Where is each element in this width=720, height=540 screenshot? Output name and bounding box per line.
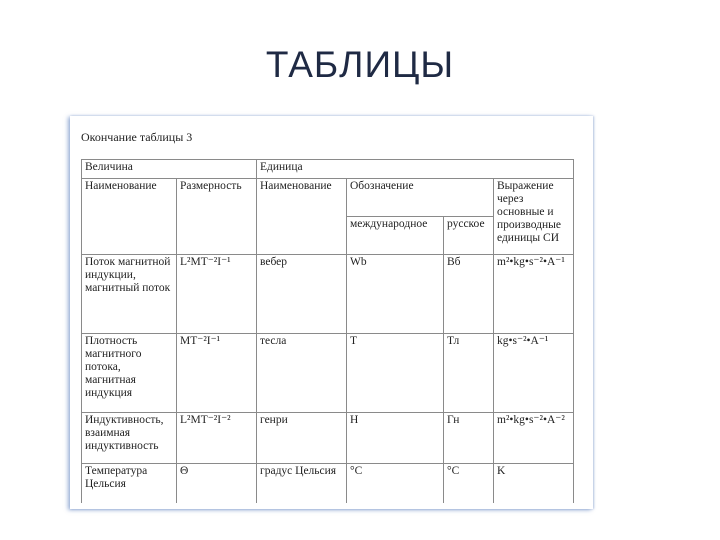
scan-bottom-edge [70,503,593,509]
cell-name: Поток магнитной индукции, магнитный поток [82,255,177,334]
cell-international: Wb [347,255,444,334]
table-row [82,334,574,413]
scanned-table-image [70,116,593,509]
cell-russian: Вб [444,255,494,334]
header-unit: Единица [257,160,574,179]
cell-dimension: Θ [177,464,257,504]
cell-international: T [347,334,444,413]
header-unit-name: Наименование [257,179,347,255]
cell-russian: Гн [444,413,494,464]
table-row [82,464,574,504]
cell-dimension: L²MT⁻²I⁻² [177,413,257,464]
cell-expression: kg•s⁻²•A⁻¹ [494,334,574,413]
cell-unit-name: тесла [257,334,347,413]
cell-expression: K [494,464,574,504]
cell-dimension: MT⁻²I⁻¹ [177,334,257,413]
table-caption: Окончание таблицы 3 [81,130,193,144]
header-dimension: Размерность [177,179,257,255]
slide-title: ТАБЛИЦЫ [265,44,455,85]
cell-unit-name: генри [257,413,347,464]
cell-international: H [347,413,444,464]
header-russian: русское [444,217,494,255]
table-row [82,255,574,334]
cell-russian: Тл [444,334,494,413]
cell-dimension: L²MT⁻²I⁻¹ [177,255,257,334]
header-designation: Обозначение [347,179,494,217]
cell-name: Индуктивность, взаимная индуктивность [82,413,177,464]
cell-russian: °C [444,464,494,504]
table-row [82,413,574,464]
header-quantity: Величина [82,160,257,179]
table-header-row [82,160,574,179]
cell-unit-name: вебер [257,255,347,334]
cell-unit-name: градус Цельсия [257,464,347,504]
cell-name: Температура Цельсия [82,464,177,504]
cell-name: Плотность магнитного потока, магнитная индукция [82,334,177,413]
header-expression: Выражение через основные и производные единицы СИ [494,179,574,255]
units-table [81,159,574,504]
cell-international: °C [347,464,444,504]
cell-expression: m²•kg•s⁻²•A⁻² [494,413,574,464]
header-international: международное [347,217,444,255]
header-name: Наименование [82,179,177,255]
table-header-row [82,179,574,217]
cell-expression: m²•kg•s⁻²•A⁻¹ [494,255,574,334]
